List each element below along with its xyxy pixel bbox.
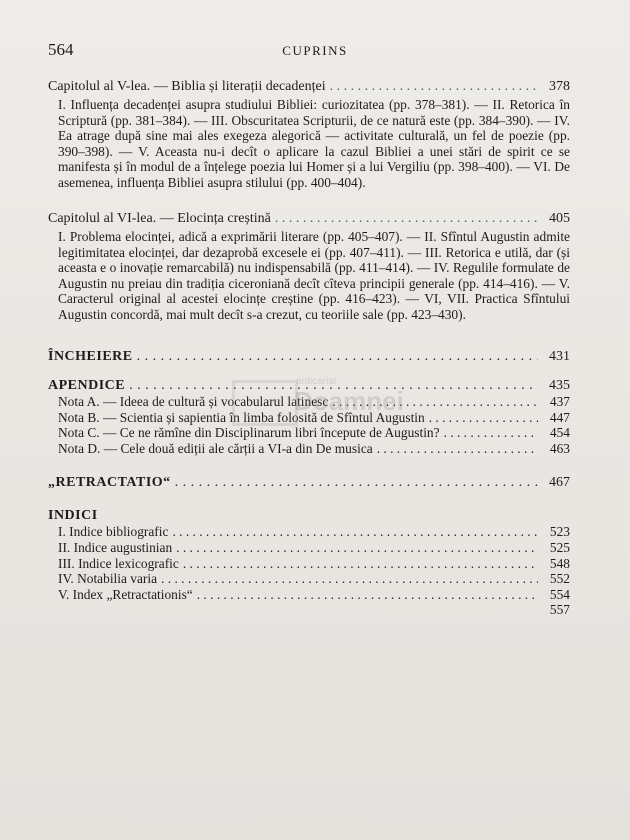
leader-dots	[172, 524, 538, 540]
watermark-frame-icon	[232, 380, 298, 426]
section-page: 435	[549, 378, 570, 393]
chapter-page: 378	[549, 79, 570, 94]
watermark-small-text: anticariat	[296, 376, 337, 387]
section-title: INDICI	[48, 508, 98, 524]
running-title: CUPRINS	[282, 43, 348, 58]
toc-incheiere	[48, 348, 570, 365]
toc-retractatio	[48, 474, 570, 491]
index-2-page: 525	[549, 539, 570, 555]
note-c-page: 454	[549, 425, 570, 441]
leader-dots	[377, 441, 538, 457]
section-title: APENDICE	[48, 378, 126, 393]
section-entry	[48, 348, 570, 365]
note-a-page: 437	[549, 394, 570, 409]
toc-indici	[48, 507, 570, 618]
leader-dots	[275, 210, 538, 227]
leader-dots	[176, 540, 538, 556]
index-4-page: 552	[549, 571, 570, 587]
section-title: „RETRACTATIO“	[48, 475, 171, 491]
index-3-page: 548	[549, 555, 570, 571]
leader-dots	[429, 410, 538, 426]
index-5-label: V. Index „Retractationis“	[58, 586, 193, 602]
page-header	[0, 40, 630, 64]
note-a-label: Nota A. — Ideea de cultură și vocabularul latinesc	[58, 394, 329, 409]
leader-dots	[183, 556, 538, 572]
toc-sub-entry	[58, 556, 570, 572]
toc-entry	[48, 78, 570, 95]
index-5-page: 554	[549, 586, 570, 602]
page-number: 564	[48, 40, 74, 59]
index-2-label: II. Indice augustinian	[58, 539, 173, 555]
toc-sub-entry	[58, 425, 570, 441]
watermark-main-text: Doamnei	[294, 386, 404, 416]
leader-dots	[175, 474, 538, 491]
index-1-page: 523	[549, 524, 570, 540]
table-of-contents	[48, 78, 570, 618]
note-d-page: 463	[549, 440, 570, 456]
toc-entry	[48, 210, 570, 227]
note-b-label: Nota B. — Scientia și sapientia în limba folosită de Sfîntul Augustin	[58, 409, 425, 425]
toc-sub-entry	[58, 571, 570, 587]
section-page: 467	[549, 475, 570, 491]
leader-dots	[330, 78, 538, 95]
section-title: ÎNCHEIERE	[48, 349, 133, 364]
section-entry	[48, 507, 570, 524]
chapter-title: Capitolul al VI-lea. — Elocința creștină	[48, 211, 271, 226]
toc-sub-entry	[58, 540, 570, 556]
last-page-number: 557	[549, 602, 570, 618]
leader-dots	[197, 587, 538, 603]
index-4-label: IV. Notabilia varia	[58, 571, 158, 587]
chapter-summary: I. Problema elocinței, adică a exprimării literare (pp. 405–407). — II. Sfîntul Augustin admite legitimitatea elocinței, dar dezaprobă excesele ei (pp. 407–411). — III. Retorica e utilă, dar (și aceasta e o inovație remarcabilă) nu indispensabilă (pp. 411–414). — IV. Regulile formulate de Augustin nu preiau din tradiția ciceroniană decît cîteva principii generale (pp. 414–416). — V. Caracterul original al acestei elocințe creștine (pp. 416–423). — VI, VII. Practica Sfîntului Augustin concordă, mai mult decît s-a crezut, cu teoriile sale (pp. 423–430).	[58, 229, 570, 322]
toc-sub-entry	[58, 524, 570, 540]
watermark	[232, 376, 404, 422]
note-c-label: Nota C. — Ce ne rămîne din Disciplinarum libri începute de Augustin?	[58, 425, 440, 441]
toc-sub-entry	[58, 587, 570, 603]
chapter-page: 405	[549, 211, 570, 226]
leader-dots	[444, 425, 538, 441]
chapter-title: Capitolul al V-lea. — Biblia și literații decadenței	[48, 79, 326, 94]
index-3-label: III. Indice lexicografic	[58, 555, 179, 571]
note-d-label: Nota D. — Cele două ediții ale cărții a VI-a din De musica	[58, 440, 373, 456]
leader-dots	[161, 571, 538, 587]
leader-dots	[137, 348, 538, 365]
section-page: 431	[549, 349, 570, 364]
index-1-label: I. Indice bibliografic	[58, 524, 169, 540]
toc-chapter-5	[48, 78, 570, 190]
section-entry	[48, 474, 570, 491]
chapter-summary: I. Influența decadenței asupra studiului Bibliei: curiozitatea (pp. 378–381). — II. Retorica în Scriptură (pp. 381–384). — III. Obscuritatea Scripturii, de ce natură este (pp. 384–390). — IV. Ea atrage după sine mai ales exegeza alegorică — activitate culturală, un fel de poezie (pp. 390–398). — V. Aceasta nu-i decît o aplicare la cazul Bibliei a unei stări de spirit ce se manifesta și în modul de a înțelege poezia lui Homer și a lui Vergiliu (pp. 398–400). — VI. De asemenea, influența Bibliei asupra stilului (pp. 400–404).	[58, 97, 570, 190]
note-b-page: 447	[549, 409, 570, 425]
toc-chapter-6	[48, 210, 570, 322]
toc-sub-entry	[58, 441, 570, 457]
